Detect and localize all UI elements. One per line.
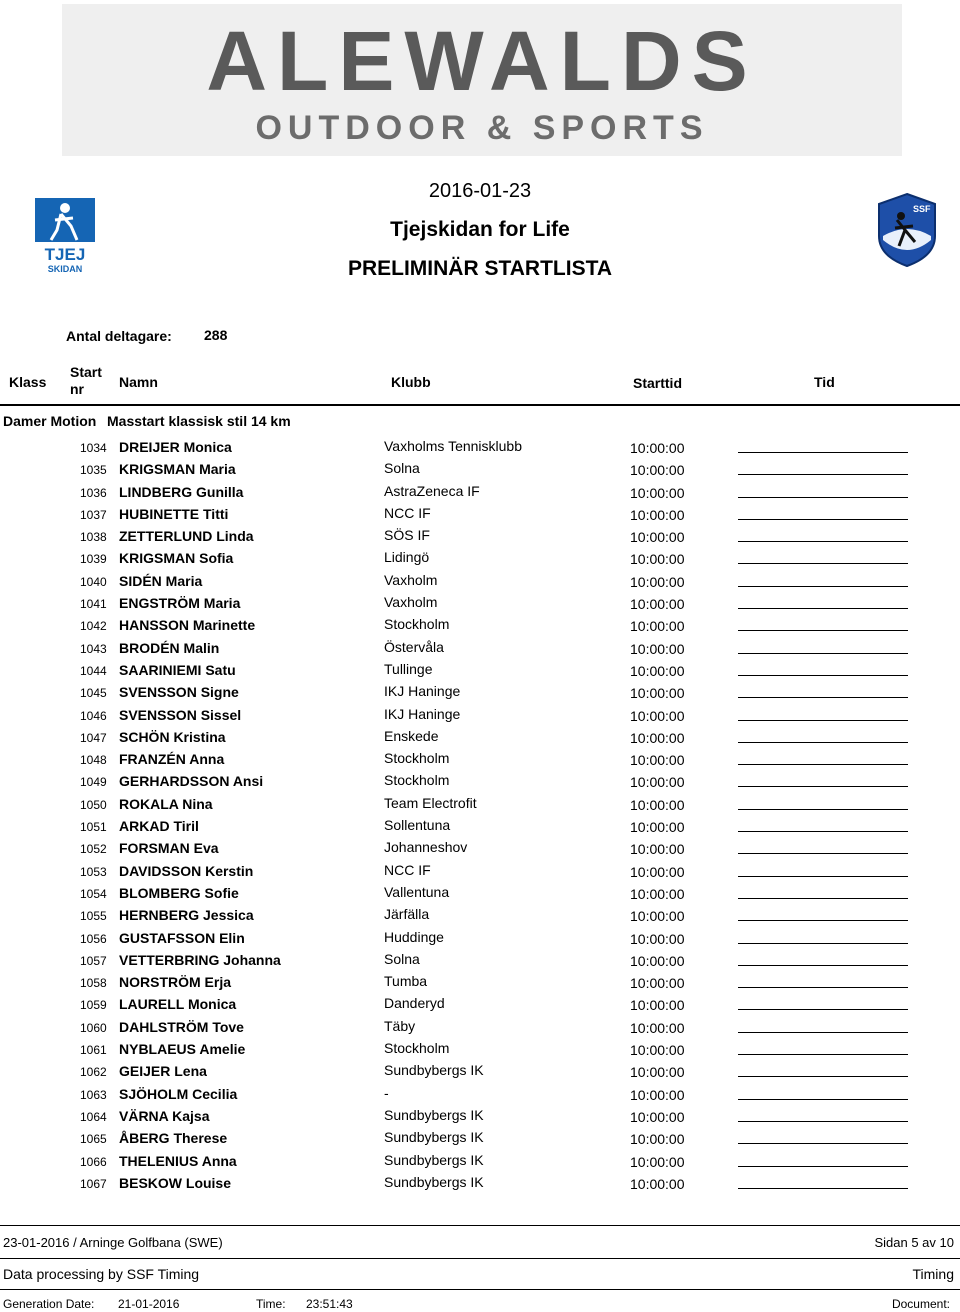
result-time-line xyxy=(738,630,908,631)
start-number: 1047 xyxy=(80,730,107,745)
start-number: 1038 xyxy=(80,530,107,545)
result-time-line xyxy=(738,697,908,698)
list-title: PRELIMINÄR STARTLISTA xyxy=(347,257,613,280)
table-row xyxy=(0,883,960,905)
table-row xyxy=(0,727,960,749)
athlete-name: GERHARDSSON Ansi xyxy=(119,773,264,790)
result-time-line xyxy=(738,563,908,564)
result-time-line xyxy=(738,831,908,832)
club-name: Vaxholm xyxy=(384,571,438,588)
start-time: 10:00:00 xyxy=(630,774,685,791)
start-number: 1037 xyxy=(80,507,107,522)
table-row xyxy=(0,794,960,816)
athlete-name: SCHÖN Kristina xyxy=(119,728,226,745)
table-row xyxy=(0,682,960,704)
table-row xyxy=(0,749,960,771)
document-label: Document: xyxy=(891,1297,950,1311)
column-start-nr: nr xyxy=(70,381,84,397)
start-time: 10:00:00 xyxy=(630,952,685,969)
athlete-name: SIDÉN Maria xyxy=(119,572,203,589)
athlete-name: HUBINETTE Titti xyxy=(119,505,229,522)
table-row xyxy=(0,1128,960,1150)
start-number: 1050 xyxy=(80,797,107,812)
table-row xyxy=(0,660,960,682)
start-number: 1035 xyxy=(80,463,107,478)
result-time-line xyxy=(738,1009,908,1010)
athlete-name: ARKAD Tiril xyxy=(119,818,199,835)
result-time-line xyxy=(738,1032,908,1033)
result-time-line xyxy=(738,809,908,810)
start-time: 10:00:00 xyxy=(630,462,685,479)
athlete-name: DAHLSTRÖM Tove xyxy=(119,1018,244,1035)
start-time: 10:00:00 xyxy=(630,1064,685,1081)
table-row xyxy=(0,705,960,727)
athlete-name: KRIGSMAN Sofia xyxy=(119,550,234,567)
result-time-line xyxy=(738,497,908,498)
header-divider xyxy=(0,404,960,406)
start-time: 10:00:00 xyxy=(630,1131,685,1148)
table-row xyxy=(0,593,960,615)
club-name: Vaxholm xyxy=(384,594,438,611)
club-name: Sundbybergs IK xyxy=(384,1062,484,1079)
athlete-name: ENGSTRÖM Maria xyxy=(119,595,241,612)
section-race: Masstart klassisk stil 14 km xyxy=(107,413,291,429)
start-time: 10:00:00 xyxy=(630,662,685,679)
athlete-name: KRIGSMAN Maria xyxy=(119,461,236,478)
club-name: IKJ Haninge xyxy=(384,705,461,722)
athlete-name: LAURELL Monica xyxy=(119,996,237,1013)
start-number: 1048 xyxy=(80,753,107,768)
start-time: 10:00:00 xyxy=(630,841,685,858)
start-time: 10:00:00 xyxy=(630,596,685,613)
start-time: 10:00:00 xyxy=(630,752,685,769)
start-time: 10:00:00 xyxy=(630,1108,685,1125)
logo-left-sub: SKIDAN xyxy=(47,264,83,274)
participants-count: 288 xyxy=(204,327,228,343)
footer-location: 23-01-2016 / Arninge Golfbana (SWE) xyxy=(3,1235,223,1250)
result-time-line xyxy=(738,608,908,609)
athlete-name: DREIJER Monica xyxy=(119,439,232,455)
start-time: 10:00:00 xyxy=(630,506,685,523)
start-number: 1058 xyxy=(80,976,107,991)
table-row xyxy=(0,1173,960,1195)
table-row xyxy=(0,482,960,504)
result-time-line xyxy=(738,876,908,877)
result-time-line xyxy=(738,965,908,966)
club-name: Team Electrofit xyxy=(384,794,477,811)
result-time-line xyxy=(738,1188,908,1189)
start-number: 1039 xyxy=(80,552,107,567)
table-row xyxy=(0,526,960,548)
athlete-name: NORSTRÖM Erja xyxy=(119,974,232,991)
athlete-name: ROKALA Nina xyxy=(119,795,213,812)
start-number: 1063 xyxy=(80,1087,107,1102)
club-name: Järfälla xyxy=(384,906,430,923)
athlete-name: FORSMAN Eva xyxy=(119,840,219,857)
club-name: Enskede xyxy=(384,727,439,744)
start-time: 10:00:00 xyxy=(630,819,685,836)
athlete-name: ÅBERG Therese xyxy=(119,1130,228,1147)
table-row xyxy=(0,571,960,593)
banner-tagline: OUTDOOR & SPORTS xyxy=(255,109,709,147)
start-number: 1054 xyxy=(80,886,107,901)
result-time-line xyxy=(738,786,908,787)
athlete-name: LINDBERG Gunilla xyxy=(119,483,244,500)
footer-timing: Timing xyxy=(912,1266,954,1282)
result-time-line xyxy=(738,920,908,921)
result-time-line xyxy=(738,987,908,988)
table-row xyxy=(0,1151,960,1173)
club-name: Täby xyxy=(384,1017,416,1034)
table-row xyxy=(0,638,960,660)
start-number: 1041 xyxy=(80,597,107,612)
club-name: NCC IF xyxy=(384,504,431,521)
start-time: 10:00:00 xyxy=(630,885,685,902)
athlete-name: VÄRNA Kajsa xyxy=(119,1107,210,1124)
table-row xyxy=(0,459,960,481)
start-time: 10:00:00 xyxy=(630,529,685,546)
table-row xyxy=(0,771,960,793)
athlete-name: SAARINIEMI Satu xyxy=(119,661,236,678)
club-name: Tullinge xyxy=(384,660,433,677)
club-name: Sundbybergs IK xyxy=(384,1129,484,1146)
start-list xyxy=(0,437,960,1195)
result-time-line xyxy=(738,541,908,542)
start-time: 10:00:00 xyxy=(630,997,685,1014)
start-time: 10:00:00 xyxy=(630,685,685,702)
result-time-line xyxy=(738,720,908,721)
footer-processing: Data processing by SSF Timing xyxy=(3,1266,200,1282)
start-time: 10:00:00 xyxy=(630,551,685,568)
table-row xyxy=(0,838,960,860)
athlete-name: DAVIDSSON Kerstin xyxy=(119,862,254,879)
start-number: 1060 xyxy=(80,1020,107,1035)
column-tid: Tid xyxy=(814,374,835,390)
start-number: 1067 xyxy=(80,1176,107,1191)
club-name: Vaxholms Tennisklubb xyxy=(384,438,523,454)
column-start: Start xyxy=(70,364,102,380)
result-time-line xyxy=(738,1076,908,1077)
start-number: 1036 xyxy=(80,485,107,500)
footer-divider-middle xyxy=(0,1258,960,1259)
athlete-name: SJÖHOLM Cecilia xyxy=(119,1085,238,1102)
table-row xyxy=(0,905,960,927)
athlete-name: SVENSSON Sissel xyxy=(119,706,242,723)
start-time: 10:00:00 xyxy=(630,440,685,456)
event-date: 2016-01-23 xyxy=(428,180,532,202)
generation-date-label: Generation Date: xyxy=(3,1297,95,1311)
start-time: 10:00:00 xyxy=(630,640,685,657)
start-time: 10:00:00 xyxy=(630,1042,685,1059)
athlete-name: NYBLAEUS Amelie xyxy=(119,1041,246,1058)
table-row xyxy=(0,861,960,883)
result-time-line xyxy=(738,1099,908,1100)
club-name: Johanneshov xyxy=(384,839,468,856)
table-row xyxy=(0,1106,960,1128)
club-name: Sollentuna xyxy=(384,817,451,834)
start-number: 1062 xyxy=(80,1065,107,1080)
start-number: 1043 xyxy=(80,641,107,656)
start-number: 1040 xyxy=(80,574,107,589)
participants-label: Antal deltagare: xyxy=(66,328,172,344)
club-name: Vallentuna xyxy=(384,883,450,900)
start-time: 10:00:00 xyxy=(630,1153,685,1170)
result-time-line xyxy=(738,1166,908,1167)
result-time-line xyxy=(738,1054,908,1055)
sponsor-banner xyxy=(62,4,902,156)
start-number: 1052 xyxy=(80,842,107,857)
table-row xyxy=(0,615,960,637)
table-row xyxy=(0,928,960,950)
athlete-name: GUSTAFSSON Elin xyxy=(119,929,245,946)
column-klass: Klass xyxy=(9,374,47,390)
club-name: Stockholm xyxy=(384,1040,450,1057)
start-number: 1051 xyxy=(80,820,107,835)
table-row xyxy=(0,504,960,526)
start-time: 10:00:00 xyxy=(630,1086,685,1103)
club-name: Stockholm xyxy=(384,772,450,789)
logo-right-text: SSF xyxy=(913,204,931,214)
start-number: 1044 xyxy=(80,663,107,678)
result-time-line xyxy=(738,1143,908,1144)
result-time-line xyxy=(738,452,908,453)
result-time-line xyxy=(738,653,908,654)
athlete-name: HERNBERG Jessica xyxy=(119,907,254,924)
result-time-line xyxy=(738,519,908,520)
club-name: SÖS IF xyxy=(384,527,430,544)
result-time-line xyxy=(738,474,908,475)
result-time-line xyxy=(738,675,908,676)
start-time: 10:00:00 xyxy=(630,484,685,501)
result-time-line xyxy=(738,586,908,587)
column-klubb: Klubb xyxy=(391,374,431,390)
club-name: Sundbybergs IK xyxy=(384,1151,484,1168)
footer-page: Sidan 5 av 10 xyxy=(874,1235,954,1250)
start-time: 10:00:00 xyxy=(630,1019,685,1036)
club-name: - xyxy=(384,1084,389,1101)
club-name: Stockholm xyxy=(384,750,450,767)
start-time: 10:00:00 xyxy=(630,975,685,992)
start-number: 1065 xyxy=(80,1132,107,1147)
athlete-name: VETTERBRING Johanna xyxy=(119,951,281,968)
result-time-line xyxy=(738,742,908,743)
generation-date: 21-01-2016 xyxy=(118,1297,180,1311)
result-time-line xyxy=(738,853,908,854)
club-name: Solna xyxy=(384,950,420,967)
table-row xyxy=(0,1017,960,1039)
time-label: Time: xyxy=(256,1297,286,1311)
athlete-name: SVENSSON Signe xyxy=(119,684,239,701)
table-row xyxy=(0,1061,960,1083)
table-row xyxy=(0,994,960,1016)
start-number: 1034 xyxy=(80,441,107,455)
club-name: AstraZeneca IF xyxy=(384,482,480,499)
athlete-name: HANSSON Marinette xyxy=(119,617,256,634)
start-number: 1046 xyxy=(80,708,107,723)
start-number: 1061 xyxy=(80,1043,107,1058)
club-name: Sundbybergs IK xyxy=(384,1106,484,1123)
footer-divider-top xyxy=(0,1225,960,1226)
start-time: 10:00:00 xyxy=(630,863,685,880)
table-row xyxy=(0,1084,960,1106)
banner-brand: ALEWALDS xyxy=(206,14,758,108)
start-time: 10:00:00 xyxy=(630,707,685,724)
club-name: Lidingö xyxy=(384,549,430,566)
result-time-line xyxy=(738,1121,908,1122)
result-time-line xyxy=(738,943,908,944)
start-time: 10:00:00 xyxy=(630,908,685,925)
section-class: Damer Motion xyxy=(3,413,97,429)
start-number: 1045 xyxy=(80,686,107,701)
club-name: NCC IF xyxy=(384,861,431,878)
start-time: 10:00:00 xyxy=(630,1175,685,1192)
table-row xyxy=(0,816,960,838)
start-time: 10:00:00 xyxy=(630,573,685,590)
club-name: Stockholm xyxy=(384,616,450,633)
table-row xyxy=(0,437,960,459)
table-row xyxy=(0,548,960,570)
start-number: 1057 xyxy=(80,953,107,968)
start-number: 1059 xyxy=(80,998,107,1013)
start-time: 10:00:00 xyxy=(630,930,685,947)
start-number: 1056 xyxy=(80,931,107,946)
footer-divider-bottom xyxy=(0,1289,960,1290)
athlete-name: BLOMBERG Sofie xyxy=(119,884,239,901)
table-row xyxy=(0,950,960,972)
club-name: IKJ Haninge xyxy=(384,683,461,700)
start-number: 1053 xyxy=(80,864,107,879)
result-time-line xyxy=(738,764,908,765)
start-number: 1049 xyxy=(80,775,107,790)
club-name: Solna xyxy=(384,460,420,477)
start-number: 1042 xyxy=(80,619,107,634)
athlete-name: FRANZÉN Anna xyxy=(119,751,225,768)
column-starttid: Starttid xyxy=(633,375,682,391)
club-name: Östervåla xyxy=(384,638,444,655)
athlete-name: BESKOW Louise xyxy=(119,1174,232,1191)
start-number: 1066 xyxy=(80,1154,107,1169)
result-time-line xyxy=(738,898,908,899)
event-title: Tjejskidan for Life xyxy=(390,218,570,241)
start-number: 1064 xyxy=(80,1109,107,1124)
club-name: Danderyd xyxy=(384,995,445,1012)
logo-left-text: TJEJ xyxy=(44,245,86,264)
time-value: 23:51:43 xyxy=(306,1297,353,1311)
athlete-name: GEIJER Lena xyxy=(119,1063,207,1080)
athlete-name: BRODÉN Malin xyxy=(119,639,220,656)
start-time: 10:00:00 xyxy=(630,796,685,813)
athlete-name: THELENIUS Anna xyxy=(119,1152,237,1169)
table-row xyxy=(0,1039,960,1061)
table-row xyxy=(0,972,960,994)
club-name: Tumba xyxy=(384,973,428,990)
club-name: Huddinge xyxy=(384,928,444,945)
club-name: Sundbybergs IK xyxy=(384,1173,484,1190)
athlete-name: ZETTERLUND Linda xyxy=(119,528,254,545)
start-number: 1055 xyxy=(80,909,107,924)
start-time: 10:00:00 xyxy=(630,618,685,635)
start-time: 10:00:00 xyxy=(630,729,685,746)
column-namn: Namn xyxy=(119,374,158,390)
